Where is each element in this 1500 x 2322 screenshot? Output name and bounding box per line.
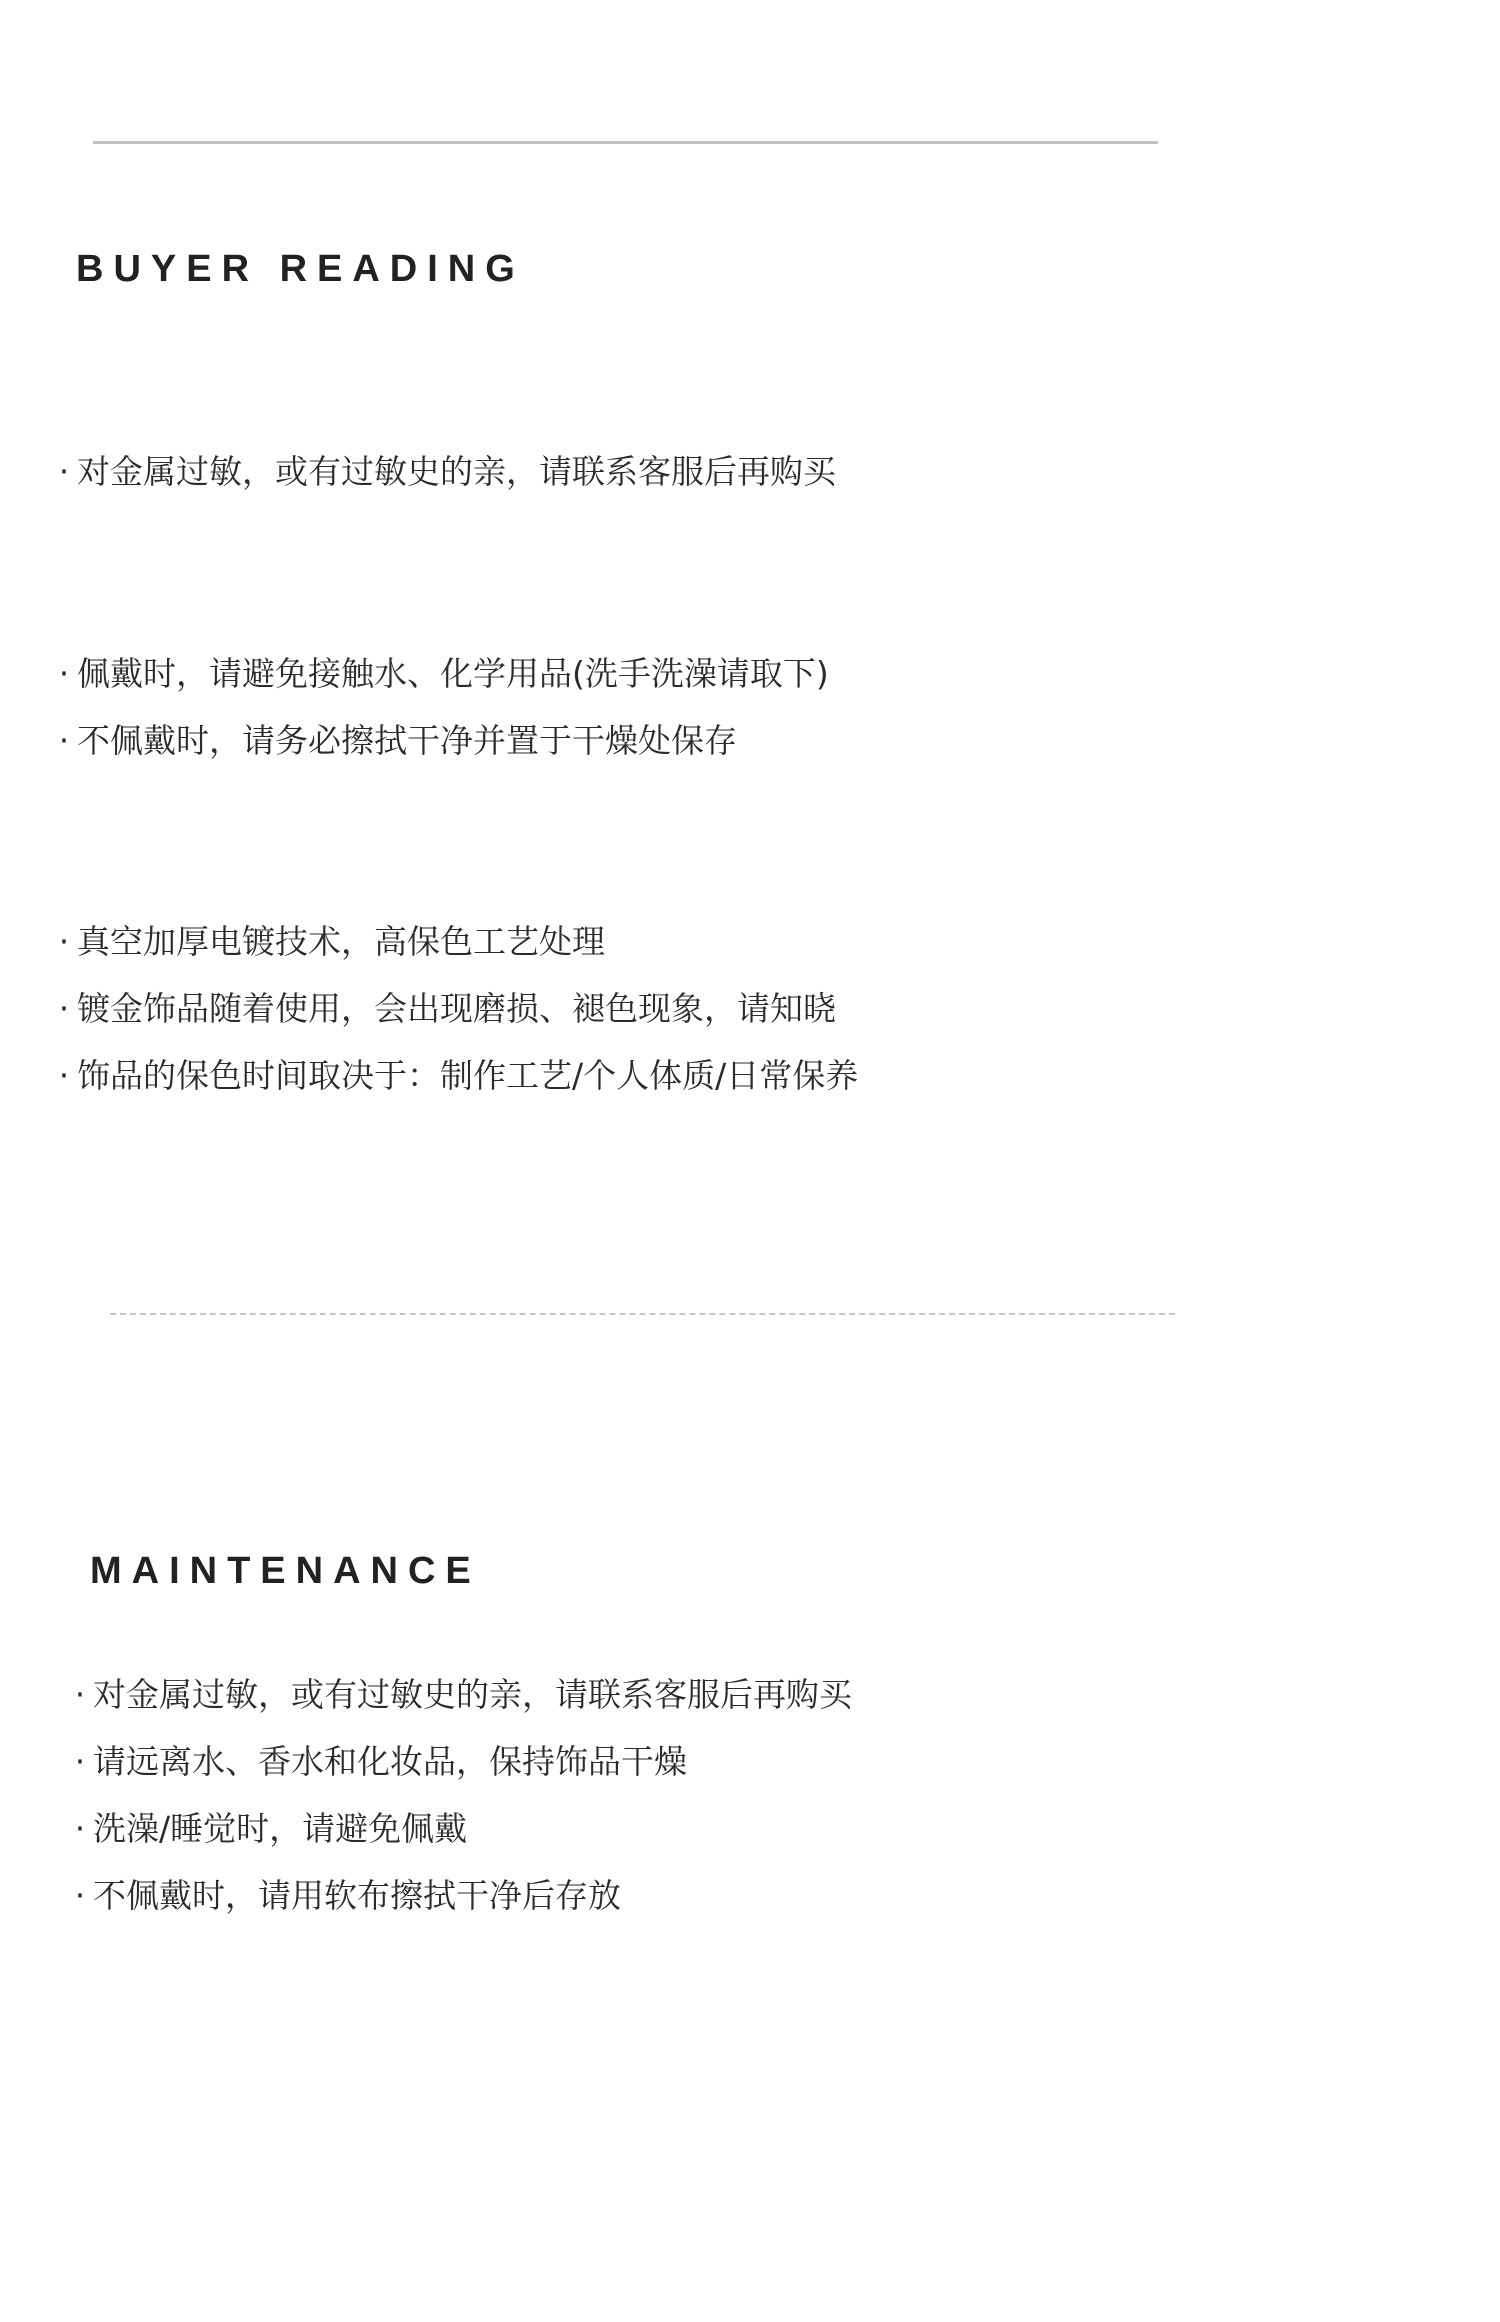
buyer-reading-title: BUYER READING: [76, 248, 525, 290]
bullet-dot: ·: [58, 1056, 70, 1095]
dashed-divider: [110, 1313, 1175, 1315]
buyer-reading-item: [55, 922, 605, 962]
maintenance-item: [71, 1675, 852, 1715]
item-text: 不佩戴时，请务必擦拭干净并置于干燥处保存: [77, 721, 737, 760]
maintenance-item: [71, 1742, 687, 1782]
buyer-reading-item: [55, 452, 836, 492]
item-text: 对金属过敏，或有过敏史的亲，请联系客服后再购买: [77, 452, 836, 491]
bullet-dot: ·: [58, 989, 70, 1028]
bullet-dot: ·: [74, 1675, 86, 1714]
item-text: 佩戴时，请避免接触水、化学用品(洗手洗澡请取下): [77, 654, 829, 693]
maintenance-item: [71, 1809, 467, 1849]
buyer-reading-item: [55, 654, 829, 694]
bullet-dot: ·: [74, 1809, 86, 1848]
buyer-reading-item: [55, 1056, 858, 1096]
item-text: 真空加厚电镀技术，高保色工艺处理: [77, 922, 605, 961]
buyer-reading-item: [55, 721, 737, 761]
item-text: 镀金饰品随着使用，会出现磨损、褪色现象，请知晓: [77, 989, 836, 1028]
item-text: 对金属过敏，或有过敏史的亲，请联系客服后再购买: [93, 1675, 852, 1714]
item-text: 洗澡/睡觉时，请避免佩戴: [93, 1809, 468, 1848]
buyer-reading-item: [55, 989, 836, 1029]
top-divider: [93, 141, 1158, 144]
item-text: 不佩戴时，请用软布擦拭干净后存放: [93, 1876, 621, 1915]
bullet-dot: ·: [58, 922, 70, 961]
maintenance-item: [71, 1876, 621, 1916]
bullet-dot: ·: [58, 452, 70, 491]
maintenance-title: MAINTENANCE: [90, 1550, 481, 1592]
bullet-dot: ·: [58, 721, 70, 760]
item-text: 请远离水、香水和化妆品，保持饰品干燥: [93, 1742, 687, 1781]
bullet-dot: ·: [74, 1742, 86, 1781]
item-text: 饰品的保色时间取决于：制作工艺/个人体质/日常保养: [77, 1056, 859, 1095]
bullet-dot: ·: [74, 1876, 86, 1915]
bullet-dot: ·: [58, 654, 70, 693]
